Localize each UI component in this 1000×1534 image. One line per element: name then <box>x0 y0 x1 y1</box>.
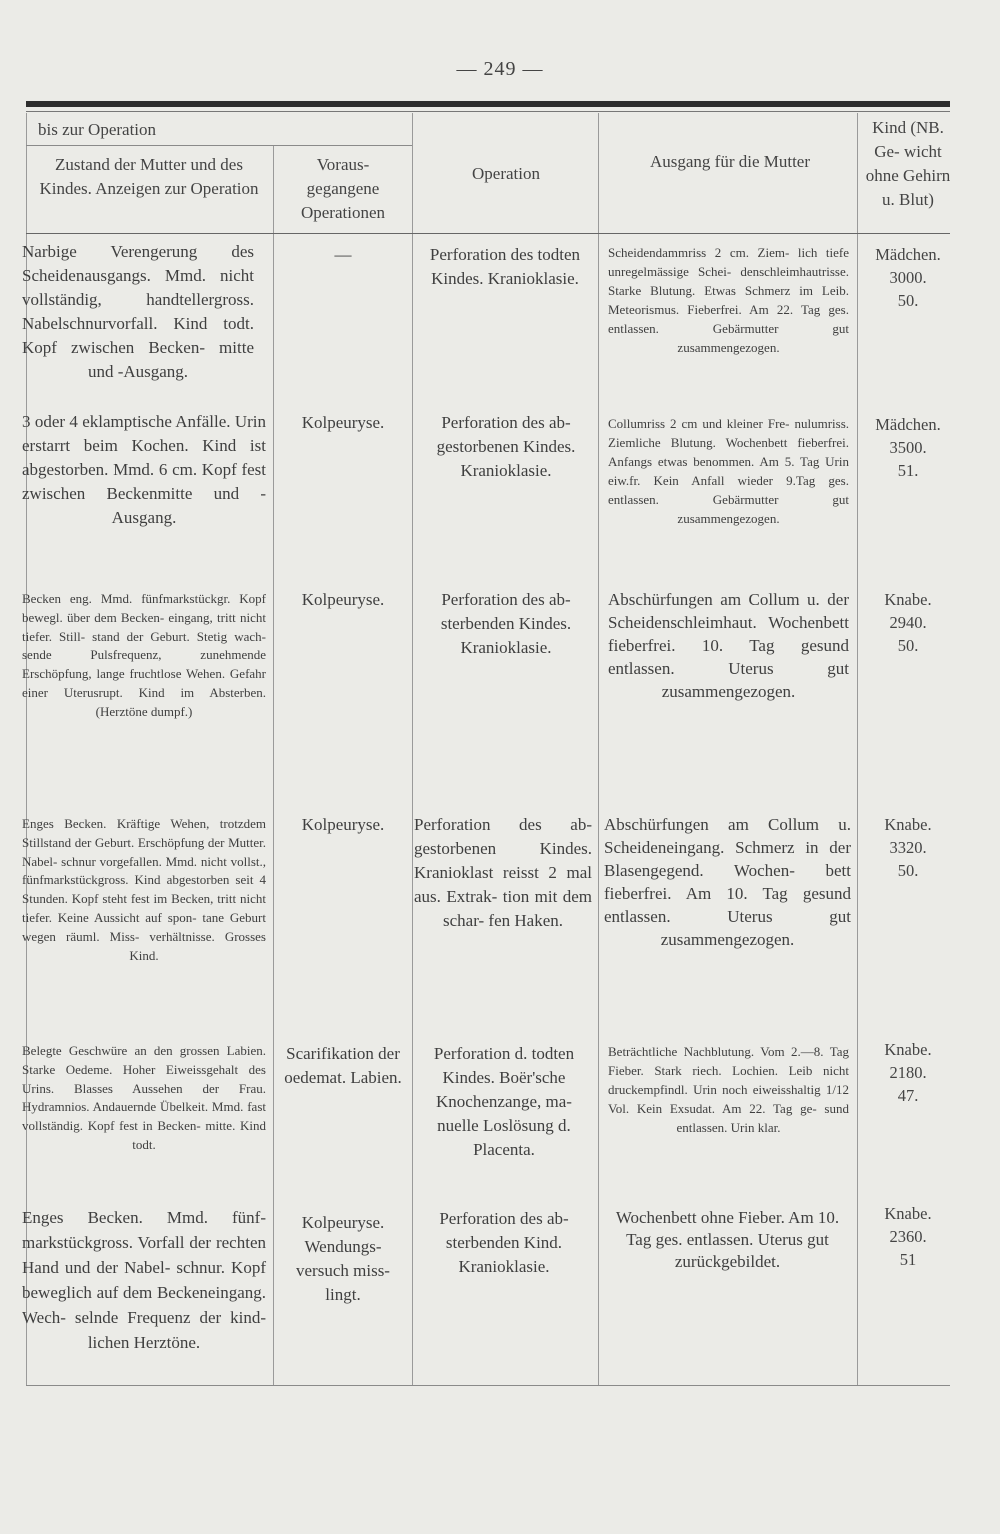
row-4-vorausgegangene: Kolpeuryse. <box>301 815 385 834</box>
row-3-kind-weight: 2940. <box>889 613 927 632</box>
column-divider <box>273 145 274 1385</box>
row-2-ausgang: Collumriss 2 cm und kleiner Fre- nulumriss. Ziemliche Blutung. Wochenbett fieberfrei. Anfangs etwas benommen. Am 5. Tag Urin eiw.fr. Kein Anfall wieder 9.Tag ges. entlassen. Gebärmutter gut zusammengezogen. <box>608 416 849 526</box>
row-6-kind-weight: 2360. <box>889 1227 927 1246</box>
row-6-vorausgegangene: Kolpeuryse. Wendungs- versuch miss- lingt. <box>296 1213 390 1304</box>
row-1-kind-weight: 3000. <box>889 268 927 287</box>
top-rule <box>26 101 950 107</box>
column-divider <box>598 113 599 1385</box>
table-bottom-rule <box>26 1385 950 1386</box>
row-2-zustand: 3 oder 4 eklamptische Anfälle. Urin erstarrt beim Kochen. Kind ist abgestorben. Mmd. 6 cm. Kopf fest zwischen Beckenmitte und -Ausgang. <box>22 412 266 527</box>
row-4-kind-sex: Knabe. <box>884 815 932 834</box>
header-operation: Operation <box>472 164 540 183</box>
header-subrule <box>26 145 412 146</box>
row-6-zustand: Enges Becken. Mmd. fünf- markstückgross. Vorfall der rechten Hand und der Nabel- schnur. Kopf beweglich auf dem Beckeneingang. Wech- selnde Frequenz der kind- lichen Herztöne. <box>22 1208 266 1352</box>
row-6-ausgang: Wochenbett ohne Fieber. Am 10. Tag ges. entlassen. Uterus gut zurückgebildet. <box>615 1208 840 1271</box>
row-6-kind-length: 51 <box>899 1250 917 1269</box>
row-3-kind <box>862 588 954 657</box>
row-3-zustand: Becken eng. Mmd. fünfmarkstückgr. Kopf bewegl. über dem Becken- eingang, tritt nicht tiefer. Still- stand der Geburt. Stetig wach- sende Pulsfrequenz, zunehmende Erschöpfung, lange fruchtlose Wehen. Gefahr einer Uterusrupt. Kind im Absterben. (Herztöne dumpf.) <box>22 591 266 719</box>
row-1-kind-sex: Mädchen. <box>875 245 941 264</box>
row-4-zustand: Enges Becken. Kräftige Wehen, trotzdem Stillstand der Geburt. Erschöpfung der Mutter. Nabel- schnur vorgefallen. Mmd. nicht vollst., fünfmarkstückgross. Kind abgestorben seit 4 Stunden. Kopf steht fest im Becken, tritt nicht tiefer. Keine Aussicht auf spon- tane Geburt wegen räuml. Miss- verhältnisse. Grosses Kind. <box>22 816 266 963</box>
row-3-operation: Perforation des ab- sterbenden Kindes. Kranioklasie. <box>440 590 572 657</box>
row-2-kind <box>862 413 954 482</box>
top-rule-thin <box>26 111 950 112</box>
header-bis-zur-operation: bis zur Operation <box>38 120 157 139</box>
row-5-ausgang: Beträchtliche Nachblutung. Vom 2.—8. Tag Fieber. Stark riech. Lochien. Leib nicht druckempfindl. Urin noch eiweisshaltig 1/12 Vol. Kein Exsudat. Am 22. Tag ge- sund entlassen. Urin klar. <box>608 1044 849 1135</box>
row-2-vorausgegangene: Kolpeuryse. <box>301 413 385 432</box>
column-divider <box>412 113 413 1385</box>
row-5-operation: Perforation d. todten Kindes. Boër'sche Knochenzange, ma- nuelle Loslösung d. Placenta. <box>433 1044 575 1159</box>
row-2-kind-length: 51. <box>897 461 919 480</box>
row-2-kind-weight: 3500. <box>889 438 927 457</box>
row-5-kind-weight: 2180. <box>889 1063 927 1082</box>
row-3-ausgang: Abschürfungen am Collum u. der Scheidenschleimhaut. Wochenbett fieberfrei. 10. Tag gesund entlassen. Uterus gut zusammengezogen. <box>608 590 849 701</box>
row-5-zustand: Belegte Geschwüre an den grossen Labien. Starke Oedeme. Hoher Eiweissgehalt des Urins. Blasses Aussehen der Frau. Hydramnios. Andauernde Übelkeit. Mmd. fast vollständig. Kopf fest in Becken- mitte. Kind todt. <box>22 1043 266 1152</box>
row-4-kind-length: 50. <box>897 861 919 880</box>
row-4-operation: Perforation des ab- gestorbenen Kindes. Kranioklast reisst 2 mal aus. Extrak- tion mit dem schar- fen Haken. <box>414 815 592 930</box>
row-6-kind <box>862 1202 954 1271</box>
row-1-kind <box>862 243 954 312</box>
header-zustand: Zustand der Mutter und des Kindes. Anzeigen zur Operation <box>39 155 259 198</box>
row-5-vorausgegangene: Scarifikation der oedemat. Labien. <box>284 1044 402 1087</box>
row-4-ausgang: Abschürfungen am Collum u. Scheideneingang. Schmerz in der Blasengegend. Wochen- bett fieberfrei. Am 10. Tag gesund entlassen. Uterus gut zusammengezogen. <box>604 815 851 949</box>
row-1-operation: Perforation des todten Kindes. Kranioklasie. <box>429 245 581 288</box>
row-6-kind-sex: Knabe. <box>884 1204 932 1223</box>
row-1-vorausgegangene: — <box>334 245 352 264</box>
header-bottom-rule <box>26 233 950 234</box>
row-6-operation: Perforation des ab- sterbenden Kind. Kranioklasie. <box>439 1209 569 1276</box>
row-3-kind-sex: Knabe. <box>884 590 932 609</box>
header-ausgang: Ausgang für die Mutter <box>649 152 811 171</box>
row-1-ausgang: Scheidendammriss 2 cm. Ziem- lich tiefe unregelmässige Schei- denschleimhautrisse. Starke Blutung. Etwas Schmerz im Leib. Meteorismus. Fieberfrei. Am 22. Tag ges. entlassen. Gebärmutter gut zusammengezogen. <box>608 245 849 355</box>
page-number: — 249 — <box>456 58 544 80</box>
row-1-zustand: Narbige Verengerung des Scheidenausgangs. Mmd. nicht vollständig, handtellergross. Nabelschnurvorfall. Kind todt. Kopf zwischen Becken- mitte und -Ausgang. <box>22 242 254 381</box>
header-vorausgegangene: Voraus- gegangene Operationen <box>300 155 386 222</box>
row-5-kind-length: 47. <box>897 1086 919 1105</box>
column-divider <box>857 113 858 1385</box>
row-5-kind-sex: Knabe. <box>884 1040 932 1059</box>
row-5-kind <box>862 1038 954 1107</box>
row-3-vorausgegangene: Kolpeuryse. <box>301 590 385 609</box>
header-kind: Kind (NB. Ge- wicht ohne Gehirn u. Blut) <box>865 118 951 209</box>
row-2-kind-sex: Mädchen. <box>875 415 941 434</box>
row-3-kind-length: 50. <box>897 636 919 655</box>
row-4-kind-weight: 3320. <box>889 838 927 857</box>
row-2-operation: Perforation des ab- gestorbenen Kindes. Kranioklasie. <box>436 413 576 480</box>
row-4-kind <box>862 813 954 882</box>
row-1-kind-length: 50. <box>897 291 919 310</box>
